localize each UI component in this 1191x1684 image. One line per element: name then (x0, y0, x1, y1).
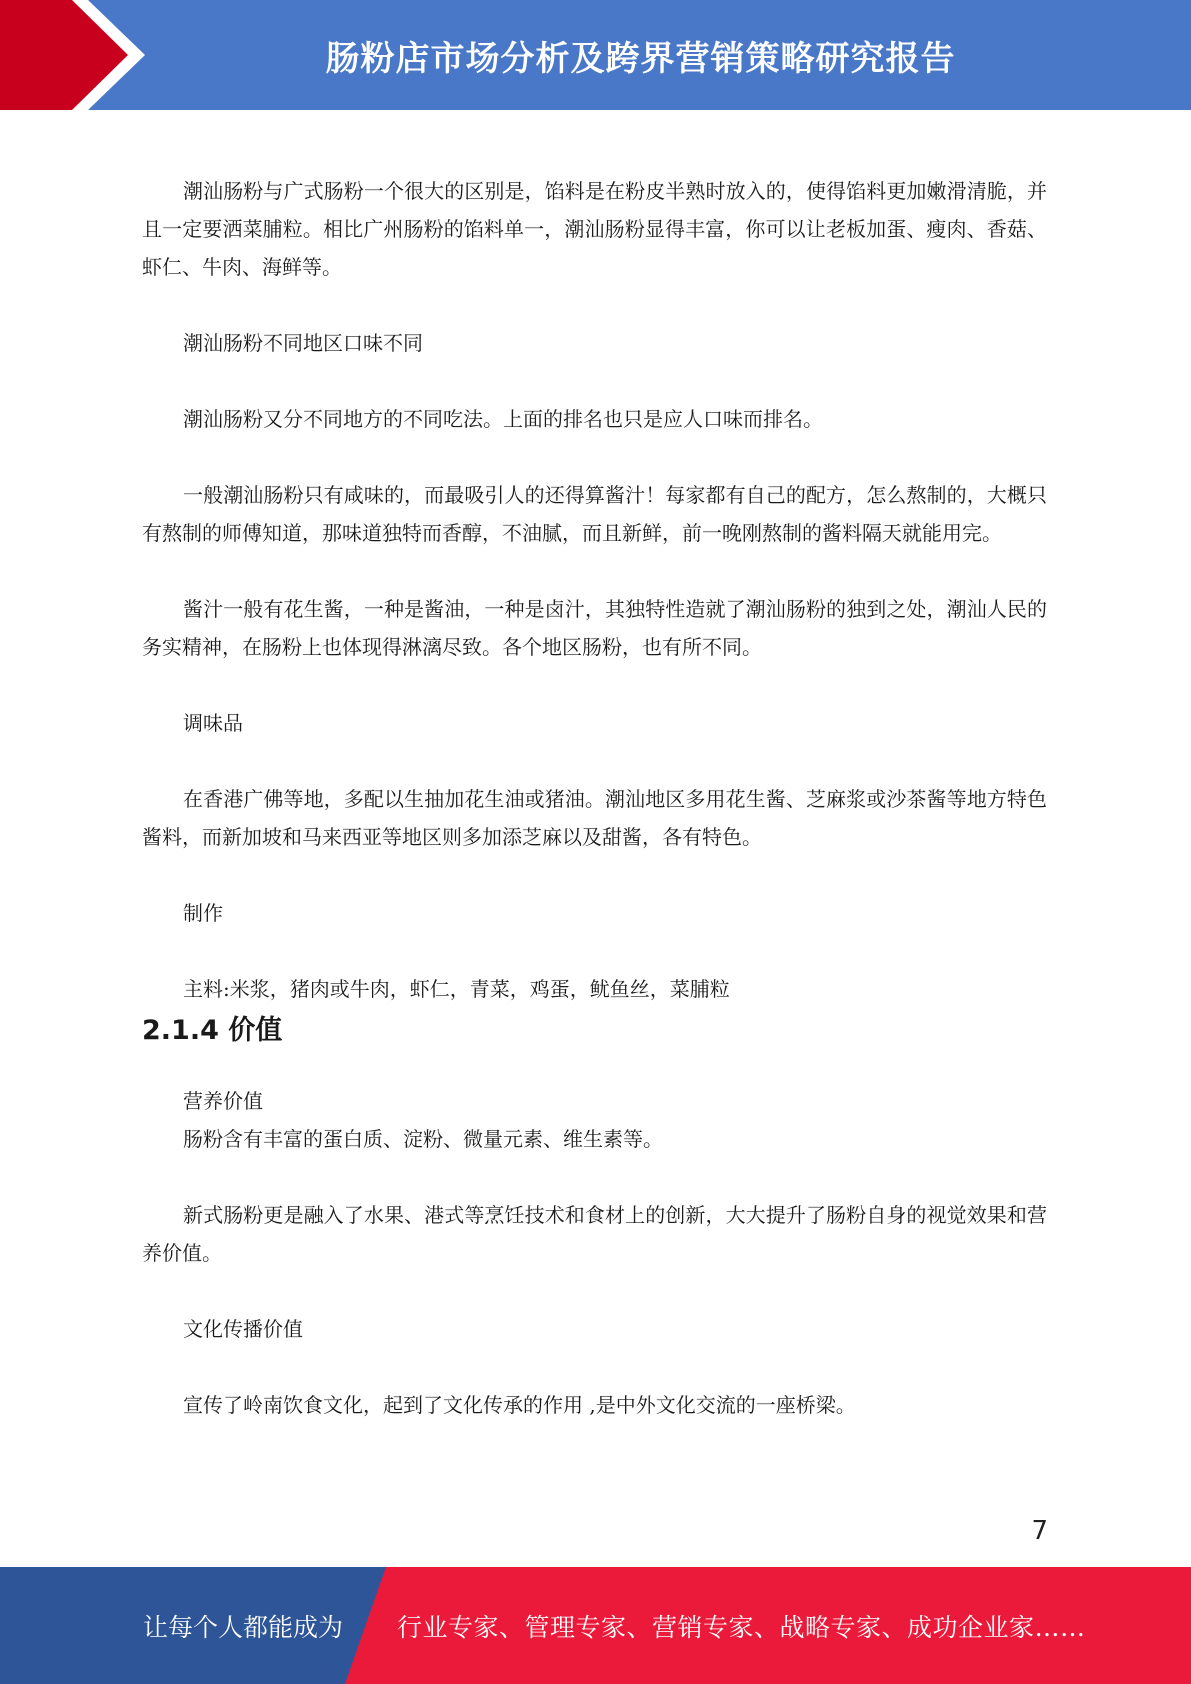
paragraph: 酱汁一般有花生酱，一种是酱油，一种是卤汁，其独特性造就了潮汕肠粉的独到之处，潮汕人民的务实精神，在肠粉上也体现得淋漓尽致。各个地区肠粉，也有所不同。 (142, 597, 1047, 659)
paragraph: 调味品 (183, 711, 243, 735)
paragraph: 宣传了岭南饮食文化，起到了文化传承的作用 ,是中外文化交流的一座桥梁。 (183, 1393, 856, 1417)
header-red-arrow-decoration (0, 0, 150, 110)
page-number: 7 (1031, 1516, 1048, 1546)
paragraph: 潮汕肠粉与广式肠粉一个很大的区别是，馅料是在粉皮半熟时放入的，使得馅料更加嫩滑清脆，并且一定要洒菜脯粒。相比广州肠粉的馅料单一，潮汕肠粉显得丰富，你可以让老板加蛋、瘦肉、香菇、虾仁、牛肉、海鲜等。 (142, 179, 1047, 279)
paragraph: 潮汕肠粉又分不同地方的不同吃法。上面的排名也只是应人口味而排名。 (183, 407, 823, 431)
section-heading: 2.1.4 价值 (142, 1015, 283, 1046)
paragraph: 制作 (183, 901, 223, 925)
header-banner (0, 0, 1191, 110)
paragraph: 在香港广佛等地，多配以生抽加花生油或猪油。潮汕地区多用花生酱、芝麻浆或沙茶酱等地方特色酱料，而新加坡和马来西亚等地区则多加添芝麻以及甜酱，各有特色。 (142, 787, 1047, 849)
header-title: 肠粉店市场分析及跨界营销策略研究报告 (325, 38, 956, 79)
footer-banner (0, 1567, 1191, 1684)
paragraph: 文化传播价值 (183, 1317, 303, 1341)
paragraph: 潮汕肠粉不同地区口味不同 (183, 331, 423, 355)
paragraph: 肠粉含有丰富的蛋白质、淀粉、微量元素、维生素等。 (183, 1127, 663, 1151)
paragraph: 新式肠粉更是融入了水果、港式等烹饪技术和食材上的创新，大大提升了肠粉自身的视觉效果和营养价值。 (142, 1203, 1047, 1265)
footer-slogan-right: 行业专家、管理专家、营销专家、战略专家、成功企业家…… (397, 1612, 1086, 1642)
paragraph: 主料:米浆，猪肉或牛肉，虾仁，青菜，鸡蛋，鱿鱼丝，菜脯粒 (183, 977, 730, 1001)
document-body (142, 172, 1047, 1424)
paragraph: 营养价值 (183, 1089, 263, 1113)
footer-slogan-left: 让每个人都能成为 (143, 1612, 344, 1642)
paragraph: 一般潮汕肠粉只有咸味的，而最吸引人的还得算酱汁！每家都有自己的配方，怎么熬制的，大概只有熬制的师傅知道，那味道独特而香醇，不油腻，而且新鲜，前一晚刚熬制的酱料隔天就能用完。 (142, 483, 1047, 545)
